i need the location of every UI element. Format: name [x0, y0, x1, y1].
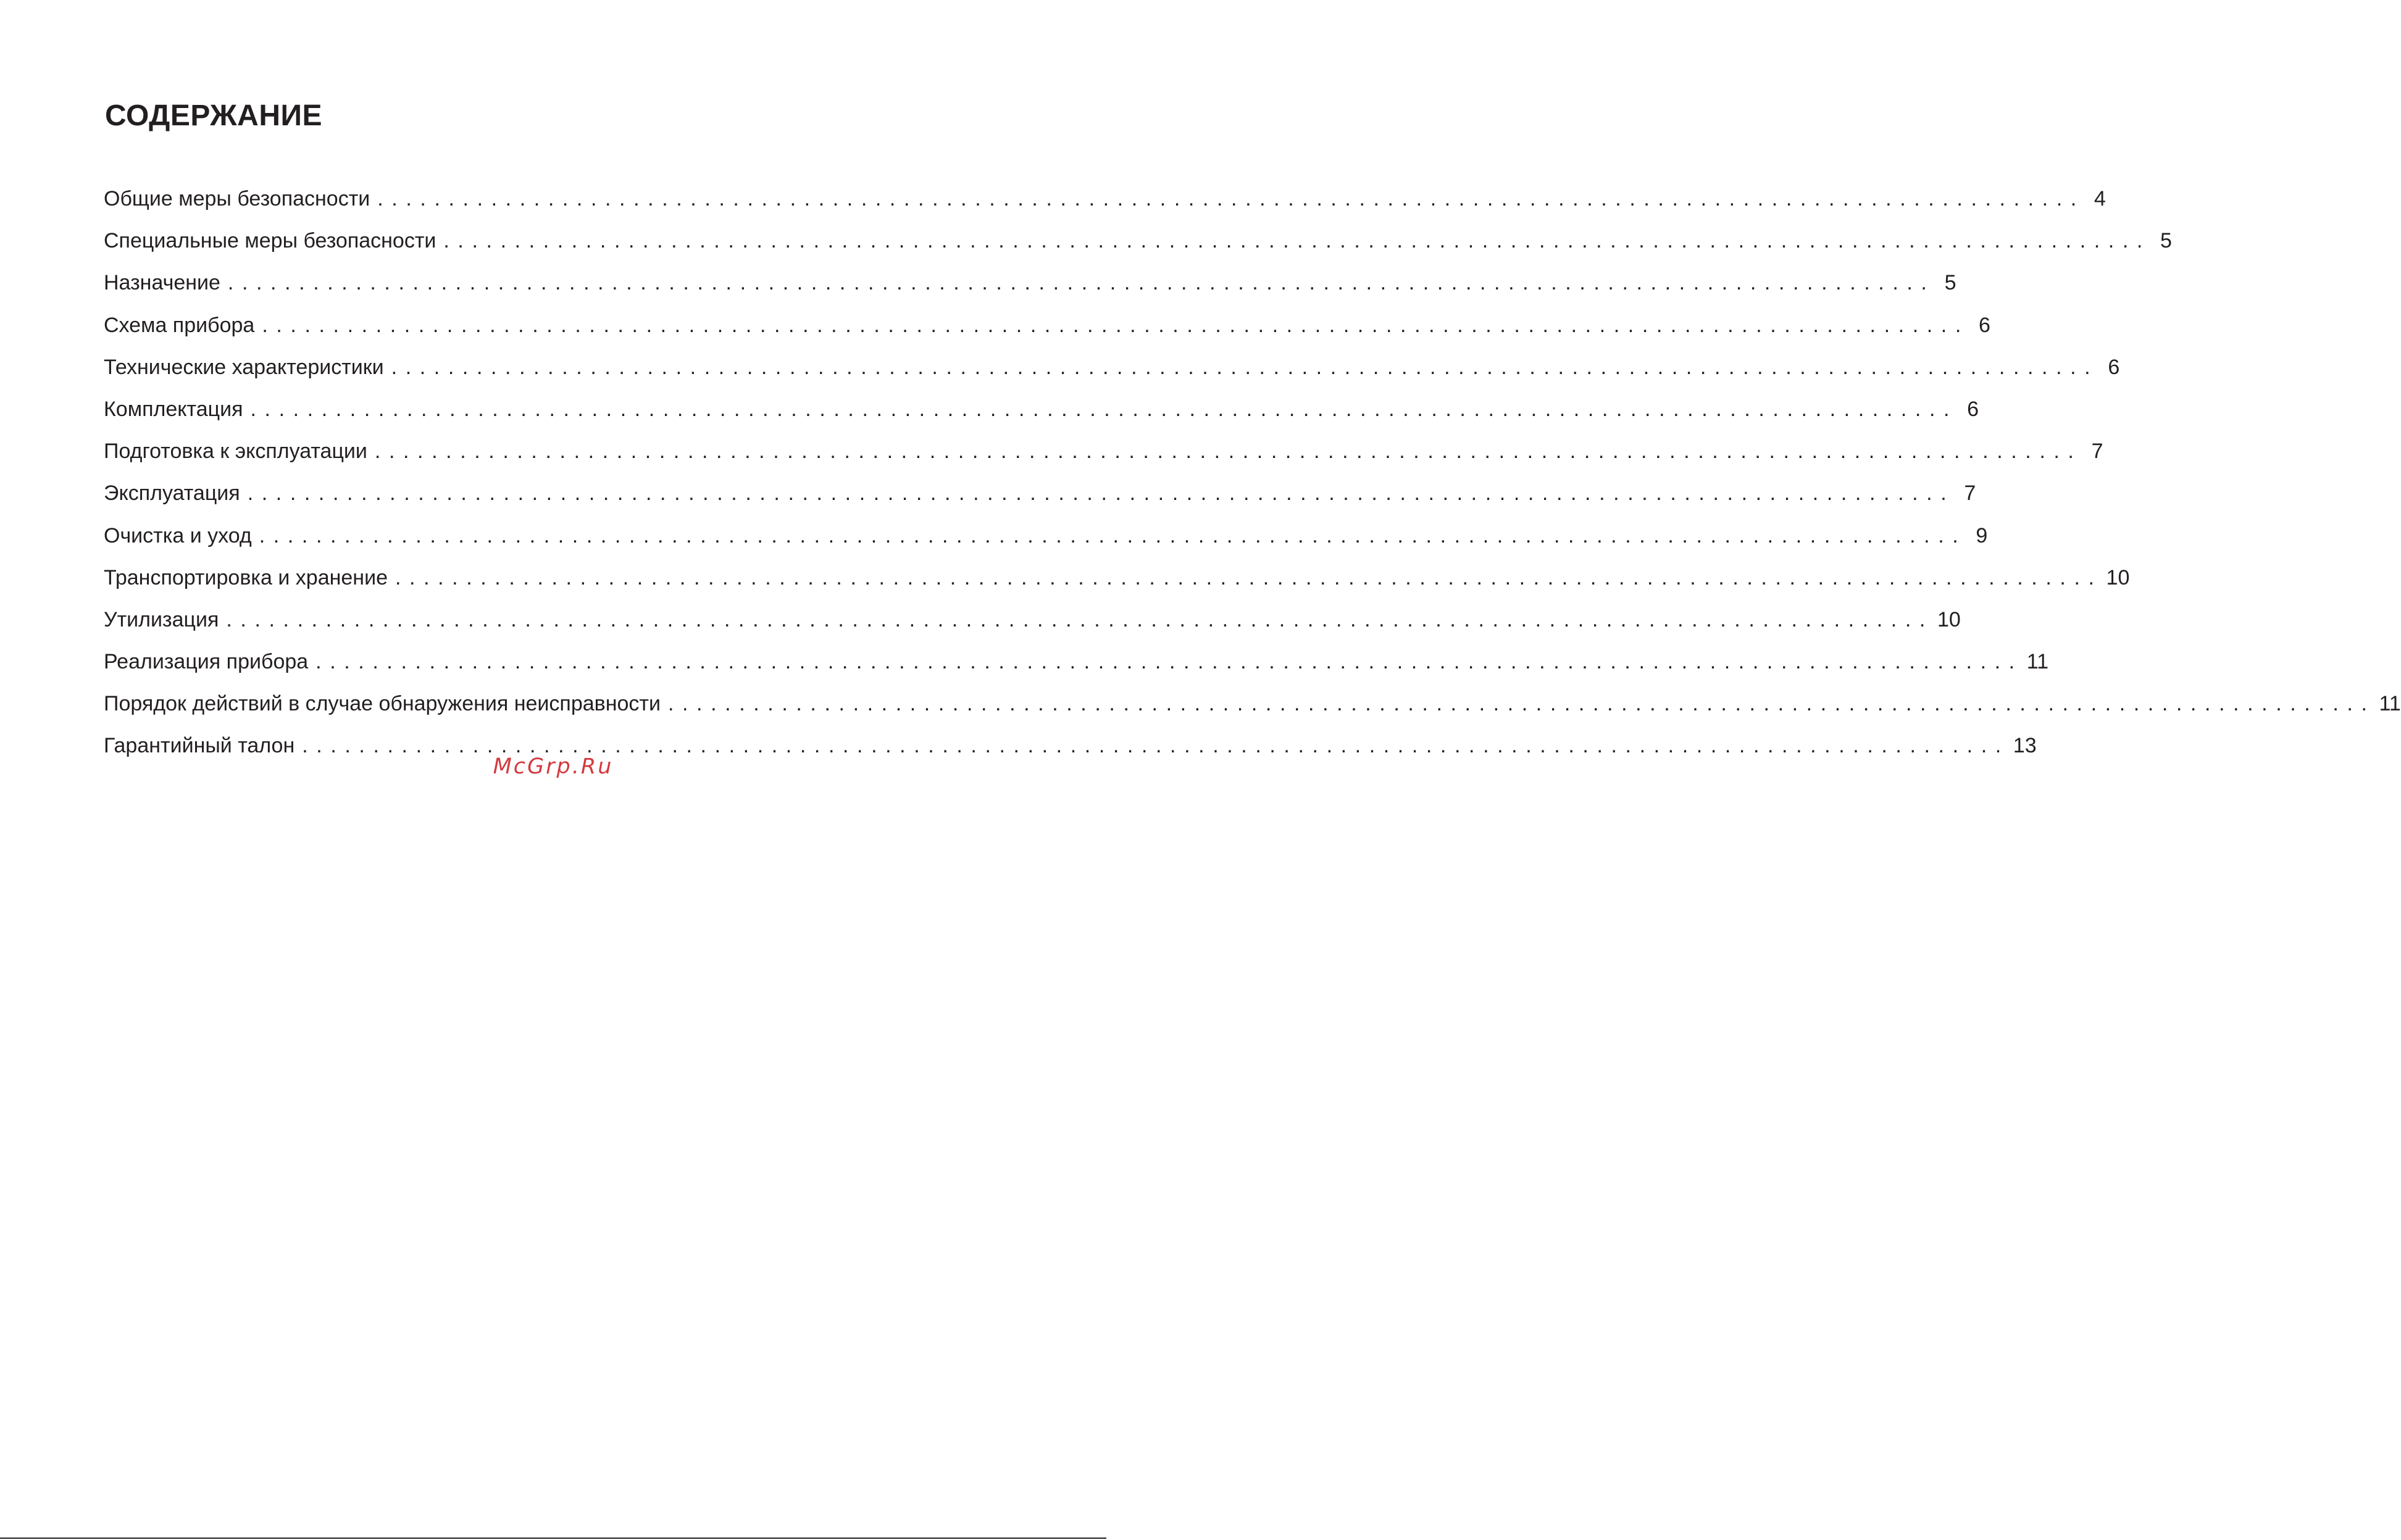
toc-entry [104, 391, 1979, 433]
toc-entry-page: 5 [1944, 271, 1956, 295]
toc-entry [104, 180, 2106, 222]
toc-entry [104, 349, 2120, 391]
toc-entry-label: Реализация прибора [104, 650, 309, 674]
toc-entry [104, 307, 1990, 349]
dot-leader: ........................................................................................................................ [374, 439, 2082, 464]
dot-leader: ........................................................................................................................ [443, 229, 2151, 253]
toc-entry-label: Транспортировка и хранение [104, 565, 388, 589]
dot-leader: ........................................................................................................................ [395, 565, 2103, 589]
toc-entry-page: 6 [1978, 313, 1990, 337]
toc-entry-label: Утилизация [104, 607, 219, 631]
toc-entry-label: Технические характеристики [104, 355, 384, 379]
dot-leader: ........................................................................................................................ [262, 313, 1969, 337]
toc-entry [104, 475, 1976, 517]
toc-entry-page: 6 [2108, 355, 2120, 379]
toc-entry [104, 264, 1956, 306]
dot-leader: ........................................................................................................................ [247, 481, 1955, 506]
toc-entry [104, 559, 2130, 601]
toc-entry [104, 643, 2049, 685]
dot-leader: ........................................................................................................................ [259, 523, 1967, 547]
toc-entry [104, 433, 2103, 475]
toc-entry [104, 601, 1961, 643]
page-bottom-rule [0, 1538, 1106, 1539]
dot-leader: ........................................................................................................................ [227, 271, 1935, 295]
toc-entry-page: 11 [2379, 692, 2401, 716]
dot-leader: ........................................................................................................................ [302, 734, 2010, 758]
toc-entry-label: Эксплуатация [104, 481, 240, 506]
dot-leader: ........................................................................................................................ [250, 397, 1958, 421]
toc-entry-page: 9 [1976, 523, 1988, 547]
toc-entry-label: Гарантийный талон [104, 734, 295, 758]
toc-entry-label: Общие меры безопасности [104, 187, 370, 210]
toc-entry [104, 685, 2401, 727]
toc-entry-label: Специальные меры безопасности [104, 229, 436, 253]
toc-entry-label: Комплектация [104, 397, 243, 421]
toc-entry [104, 222, 2172, 264]
page-title: СОДЕРЖАНИЕ [105, 99, 322, 132]
toc-entry-page: 10 [1937, 607, 1961, 631]
toc-entry [104, 517, 1988, 559]
dot-leader: ........................................................................................................................ [226, 607, 1934, 631]
toc-entry-page: 4 [2094, 187, 2106, 210]
toc-entry-label: Схема прибора [104, 313, 255, 337]
toc-entry-page: 7 [1964, 481, 1976, 506]
toc-entry-page: 7 [2091, 439, 2103, 464]
dot-leader: ........................................................................................................................ [377, 187, 2085, 210]
toc-entry-label: Порядок действий в случае обнаружения неисправности [104, 692, 661, 716]
toc-entry-page: 5 [2160, 229, 2172, 253]
watermark: McGrp.Ru [493, 754, 614, 779]
toc-entry-page: 6 [1967, 397, 1979, 421]
table-of-contents [104, 180, 2401, 770]
toc-entry-page: 10 [2106, 565, 2130, 589]
dot-leader: ........................................................................................................................ [667, 692, 2376, 716]
dot-leader: ........................................................................................................................ [315, 650, 2023, 674]
dot-leader: ........................................................................................................................ [391, 355, 2099, 379]
toc-entry-page: 11 [2026, 650, 2049, 674]
toc-entry-page: 13 [2013, 734, 2037, 758]
toc-entry-label: Очистка и уход [104, 523, 252, 547]
toc-entry-label: Назначение [104, 271, 220, 295]
toc-entry-label: Подготовка к эксплуатации [104, 439, 367, 464]
